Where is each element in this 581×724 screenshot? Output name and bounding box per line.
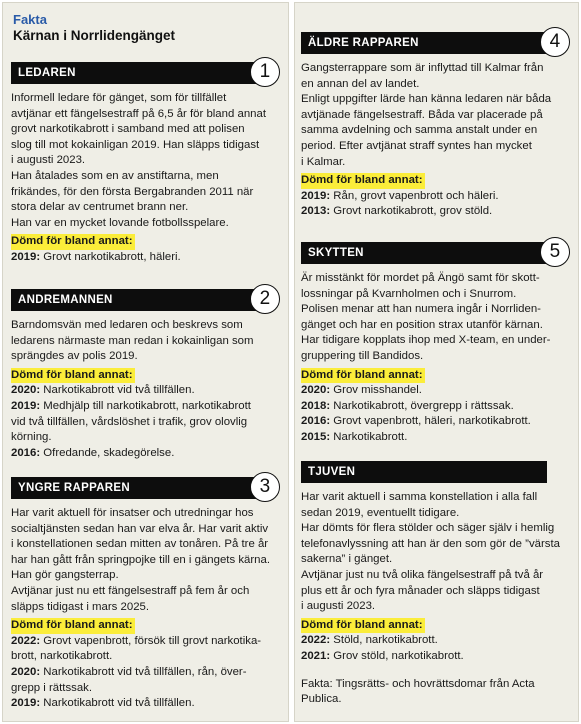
section-aldre-rapparen (301, 32, 569, 220)
convictions-list (301, 633, 569, 664)
convictions-list (11, 250, 279, 266)
conviction-item: 2016: Ofredande, skadegörelse. (11, 446, 175, 459)
section-heading: YNGRE RAPPAREN (18, 482, 130, 494)
conviction-item: 2018: Narkotikabrott, övergrepp i rättssak. (301, 399, 514, 412)
conviction-item: 2016: Grovt vapenbrott, häleri, narkotikabrott. (301, 415, 531, 428)
section-tjuven (301, 461, 569, 708)
section-heading-bar (11, 476, 271, 499)
section-heading: ÄLDRE RAPPAREN (308, 37, 419, 49)
conviction-item: 2019: Grovt narkotikabrott, häleri. (11, 250, 181, 263)
section-heading: TJUVEN (308, 466, 356, 478)
convictions-label: Dömd för bland annat: (11, 618, 135, 634)
section-yngre-rapparen (11, 477, 279, 712)
convictions-label: Dömd för bland annat: (301, 173, 425, 189)
convictions-list (301, 189, 569, 220)
section-heading: ANDREMANNEN (18, 294, 113, 306)
section-heading: SKYTTEN (308, 247, 364, 259)
number-circle: 3 (250, 472, 280, 502)
section-body: Har varit aktuell i samma konstellation i alla fall sedan 2019, eventuellt tidigare. Har dömts för flera stölder och säger själv i hemlig telefonavlyssning att han är den som gör de ”värsta sakerna” i gänget. Avtjänar just nu två olika fängelsestraff på två år plus ett år och fyra månader och släpps tidigast i augusti 2023. (301, 491, 560, 613)
section-heading: LEDAREN (18, 67, 76, 79)
conviction-item: 2022: Stöld, narkotikabrott. (301, 634, 438, 647)
conviction-item: 2020: Grov misshandel. (301, 384, 422, 397)
section-skytten (301, 242, 569, 446)
section-heading-bar (301, 241, 561, 264)
number-circle: 4 (540, 27, 570, 57)
conviction-item: 2019: Narkotikabrott vid två tillfällen. (11, 697, 195, 710)
conviction-item: 2022: Grovt vapenbrott, försök till grovt narkotika- brott, narkotikabrott. (11, 634, 262, 663)
right-column (294, 2, 579, 722)
section-heading-bar (301, 31, 561, 54)
convictions-label: Dömd för bland annat: (301, 368, 425, 384)
section-body: Barndomsvän med ledaren och beskrevs som ledarens närmaste man redan i kokainligan som sprängdes av polis 2019. (11, 319, 254, 363)
section-body: Är misstänkt för mordet på Ängö samt för skott- lossningar på Kvarnholmen och i Snurrom. Polisen menar att han numera ingår i Norrliden- gänget och har en position strax utanför kärnan. Har tidigare kopplats ihop med X-team, en under- gruppering till Bandidos. (301, 272, 551, 362)
number-circle: 1 (250, 57, 280, 87)
section-body: Har varit aktuell för insatser och utredningar hos socialtjänsten sedan han var elva år. Har varit aktiv i konstellationen sedan mitten av tonåren. På tre år har han gått från springpojke till en i gängets kärna. Han gör gangsterrap. Avtjänar just nu ett fängelsestraff på fem år och släpps tidigast i mars 2025. (11, 507, 270, 613)
conviction-item: 2019: Rån, grovt vapenbrott och häleri. (301, 189, 499, 202)
convictions-label: Dömd för bland annat: (11, 234, 135, 250)
conviction-item: 2020: Narkotikabrott vid två tillfällen. (11, 384, 195, 397)
conviction-item: 2019: Medhjälp till narkotikabrott, narkotikabrott vid två tillfällen, vårdslöshet i trafik, grov olovlig körning. (11, 399, 251, 444)
section-heading-bar (301, 461, 547, 483)
source-note: Fakta: Tingsrätts- och hovrättsdomar från Acta Publica. (301, 677, 535, 706)
number-circle: 5 (540, 237, 570, 267)
conviction-item: 2021: Grov stöld, narkotikabrott. (301, 649, 464, 662)
convictions-label: Dömd för bland annat: (11, 368, 135, 384)
section-andremannen (11, 289, 279, 461)
conviction-item: 2013: Grovt narkotikabrott, grov stöld. (301, 205, 493, 218)
conviction-item: 2015: Narkotikabrott. (301, 430, 408, 443)
conviction-item: 2020: Narkotikabrott vid två tillfällen, rån, över- grepp i rättssak. (11, 665, 247, 694)
left-column (2, 2, 289, 722)
main-title: Kärnan i Norrlidengänget (13, 28, 176, 43)
convictions-label: Dömd för bland annat: (301, 618, 425, 634)
section-ledaren (11, 62, 279, 266)
section-body: Informell ledare för gänget, som för tillfället avtjänar ett fängelsestraff på 6,5 år för bland annat grovt narkotikabrott i samband med att polisen slog till mot kokainligan 2019. Han släpps tidigast i augusti 2023. Han åtalades som en av anstiftarna, men frikändes, för den första Bergabranden 2011 när stora delar av centrumet brann ner. Han var en mycket lovande fotbollsspelare. (11, 92, 266, 229)
section-heading-bar (11, 61, 271, 84)
convictions-list (11, 634, 279, 712)
number-circle: 2 (250, 284, 280, 314)
fakta-label: Fakta (13, 12, 47, 27)
convictions-list (301, 383, 569, 445)
section-body: Gangsterrappare som är inflyttad till Kalmar från en annan del av landet. Enligt uppgifter lärde han känna ledaren när båda avtjänade fängelsestraff. Båda var placerade på samma avdelning och samma anstalt under en period. Efter avtjänat straff syntes han mycket i Kalmar. (301, 62, 552, 168)
section-heading-bar (11, 288, 271, 311)
convictions-list (11, 383, 279, 461)
